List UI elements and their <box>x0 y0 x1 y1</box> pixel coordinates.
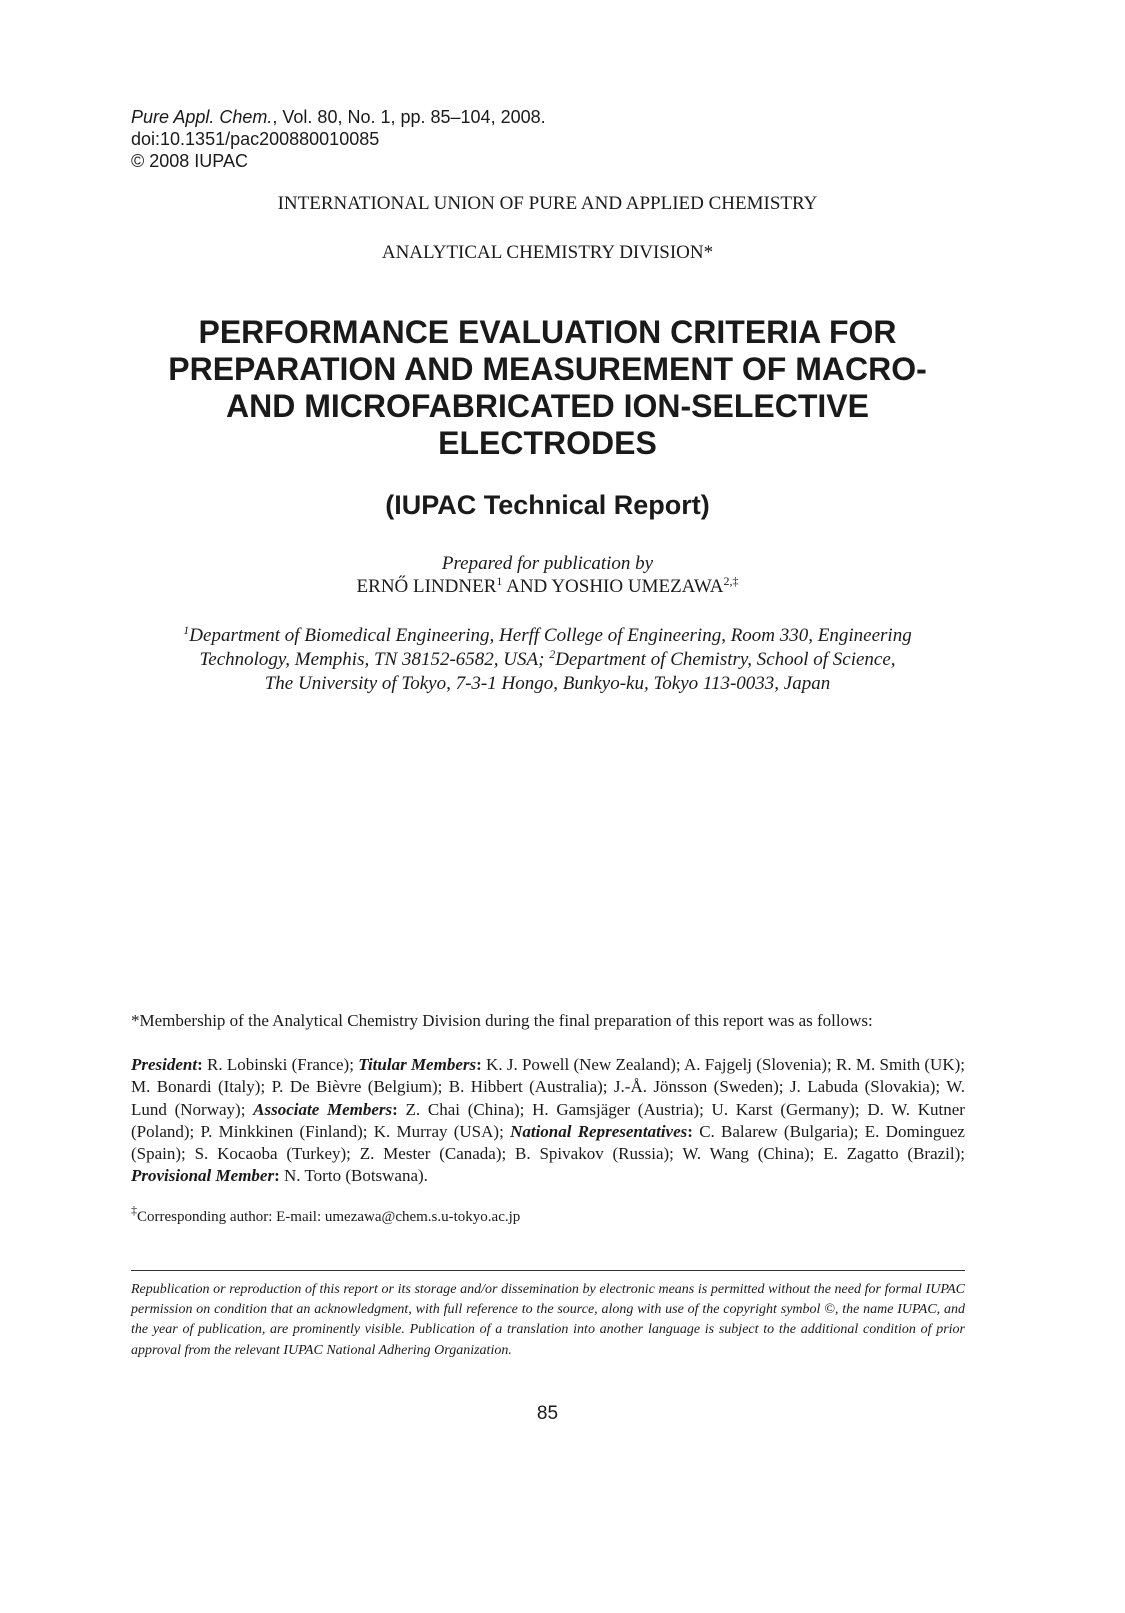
member-list: K. J. Powell (New Zealand); A. Fajgelj (Slovenia); R. M. Smith (UK); M. Bonardi (Italy); P. De Bièvre (Belgium); B. Hibbert (Australia); J.-Å. Jönsson (Sweden); J. Labuda (Slovakia); W. Lund (Norway); <box>131 1055 965 1119</box>
member-list: R. Lobinski (France); <box>202 1055 359 1074</box>
author-name: ERNŐ LINDNER <box>356 576 497 597</box>
affiliation-line <box>130 624 965 648</box>
footer-rule <box>131 1270 965 1271</box>
affiliation-text: Department of Chemistry, School of Science, <box>555 649 896 670</box>
role-colon: : <box>392 1099 398 1119</box>
role-label: National Representatives <box>510 1121 688 1141</box>
role-label: Provisional Member <box>131 1166 275 1186</box>
affiliation-superscript: 1 <box>183 623 190 637</box>
role-label: Titular Members <box>358 1055 477 1074</box>
paper-title <box>120 314 975 462</box>
title-line: PERFORMANCE EVALUATION CRITERIA FOR <box>198 314 897 350</box>
journal-copyright: © 2008 IUPAC <box>131 151 248 171</box>
role-label: President <box>131 1055 198 1074</box>
affiliation-text: Department of Biomedical Engineering, Herff College of Engineering, Room 330, Engineering <box>189 625 912 646</box>
author-name: YOSHIO UMEZAWA <box>551 576 724 597</box>
role-colon: : <box>476 1055 482 1074</box>
prepared-by: Prepared for publication by <box>441 553 654 574</box>
member-list: Z. Chai (China); H. Gamsjäger (Austria); U. Karst (Germany); D. W. Kutner (Poland); P. Minkkinen (Finland); K. Murray (USA); <box>131 1099 965 1141</box>
affiliations <box>130 624 965 696</box>
role-colon: : <box>687 1121 693 1141</box>
journal-citation <box>131 106 546 128</box>
republication-notice: Republication or reproduction of this report or its storage and/or dissemination by electronic means is permitted without the need for formal IUPAC permission on condition that an acknowledgment, with full reference to the source, along with use of the copyright symbol ©, the name IUPAC, and the year of publication, are prominently visible. Publication of a translation into another language is subject to the additional condition of prior approval from the relevant IUPAC National Adhering Organization. <box>131 1282 965 1358</box>
affiliation-text: Technology, Memphis, TN 38152-6582, USA; <box>199 649 550 670</box>
corresponding-text: Corresponding author: E-mail: umezawa@chem.s.u-tokyo.ac.jp <box>137 1209 521 1225</box>
title-line: AND MICROFABRICATED ION-SELECTIVE <box>226 388 869 424</box>
corresponding-author <box>131 1203 521 1226</box>
title-line: PREPARATION AND MEASUREMENT OF MACRO- <box>168 351 927 387</box>
division-name: ANALYTICAL CHEMISTRY DIVISION* <box>381 242 714 263</box>
title-line: ELECTRODES <box>438 425 657 461</box>
affiliation-superscript: 2 <box>549 647 556 661</box>
author-superscript: 1 <box>496 574 503 588</box>
organization-name: INTERNATIONAL UNION OF PURE AND APPLIED CHEMISTRY <box>277 193 818 214</box>
page-number: 85 <box>536 1403 559 1424</box>
corresponding-superscript: ‡ <box>131 1203 137 1217</box>
member-list: C. Balarew (Bulgaria); E. Dominguez (Spain); S. Kocaoba (Turkey); Z. Mester (Canada); B. Spivakov (Russia); W. Wang (China); E. Zagatto (Brazil); <box>131 1121 965 1164</box>
member-list: N. Torto (Botswana). <box>279 1166 428 1186</box>
journal-header <box>131 106 546 172</box>
journal-name: Pure Appl. Chem. <box>131 107 273 127</box>
author-line <box>0 576 1095 598</box>
affiliation-line: The University of Tokyo, 7-3-1 Hongo, Bunkyo-ku, Tokyo 113-0033, Japan <box>264 673 831 694</box>
author-joiner: AND <box>502 576 552 597</box>
paper-subtitle: (IUPAC Technical Report) <box>385 490 710 520</box>
membership-note: *Membership of the Analytical Chemistry Division during the final preparation of this report was as follows: <box>131 1011 873 1030</box>
journal-doi: doi:10.1351/pac200880010085 <box>131 129 380 149</box>
journal-volume-pages: , Vol. 80, No. 1, pp. 85–104, 2008. <box>272 107 546 127</box>
role-label: Associate Members <box>253 1099 393 1119</box>
affiliation-line <box>130 648 965 672</box>
role-colon: : <box>274 1166 280 1186</box>
author-superscript: 2,‡ <box>723 574 739 588</box>
division-membership <box>131 1054 965 1188</box>
role-colon: : <box>197 1055 203 1074</box>
